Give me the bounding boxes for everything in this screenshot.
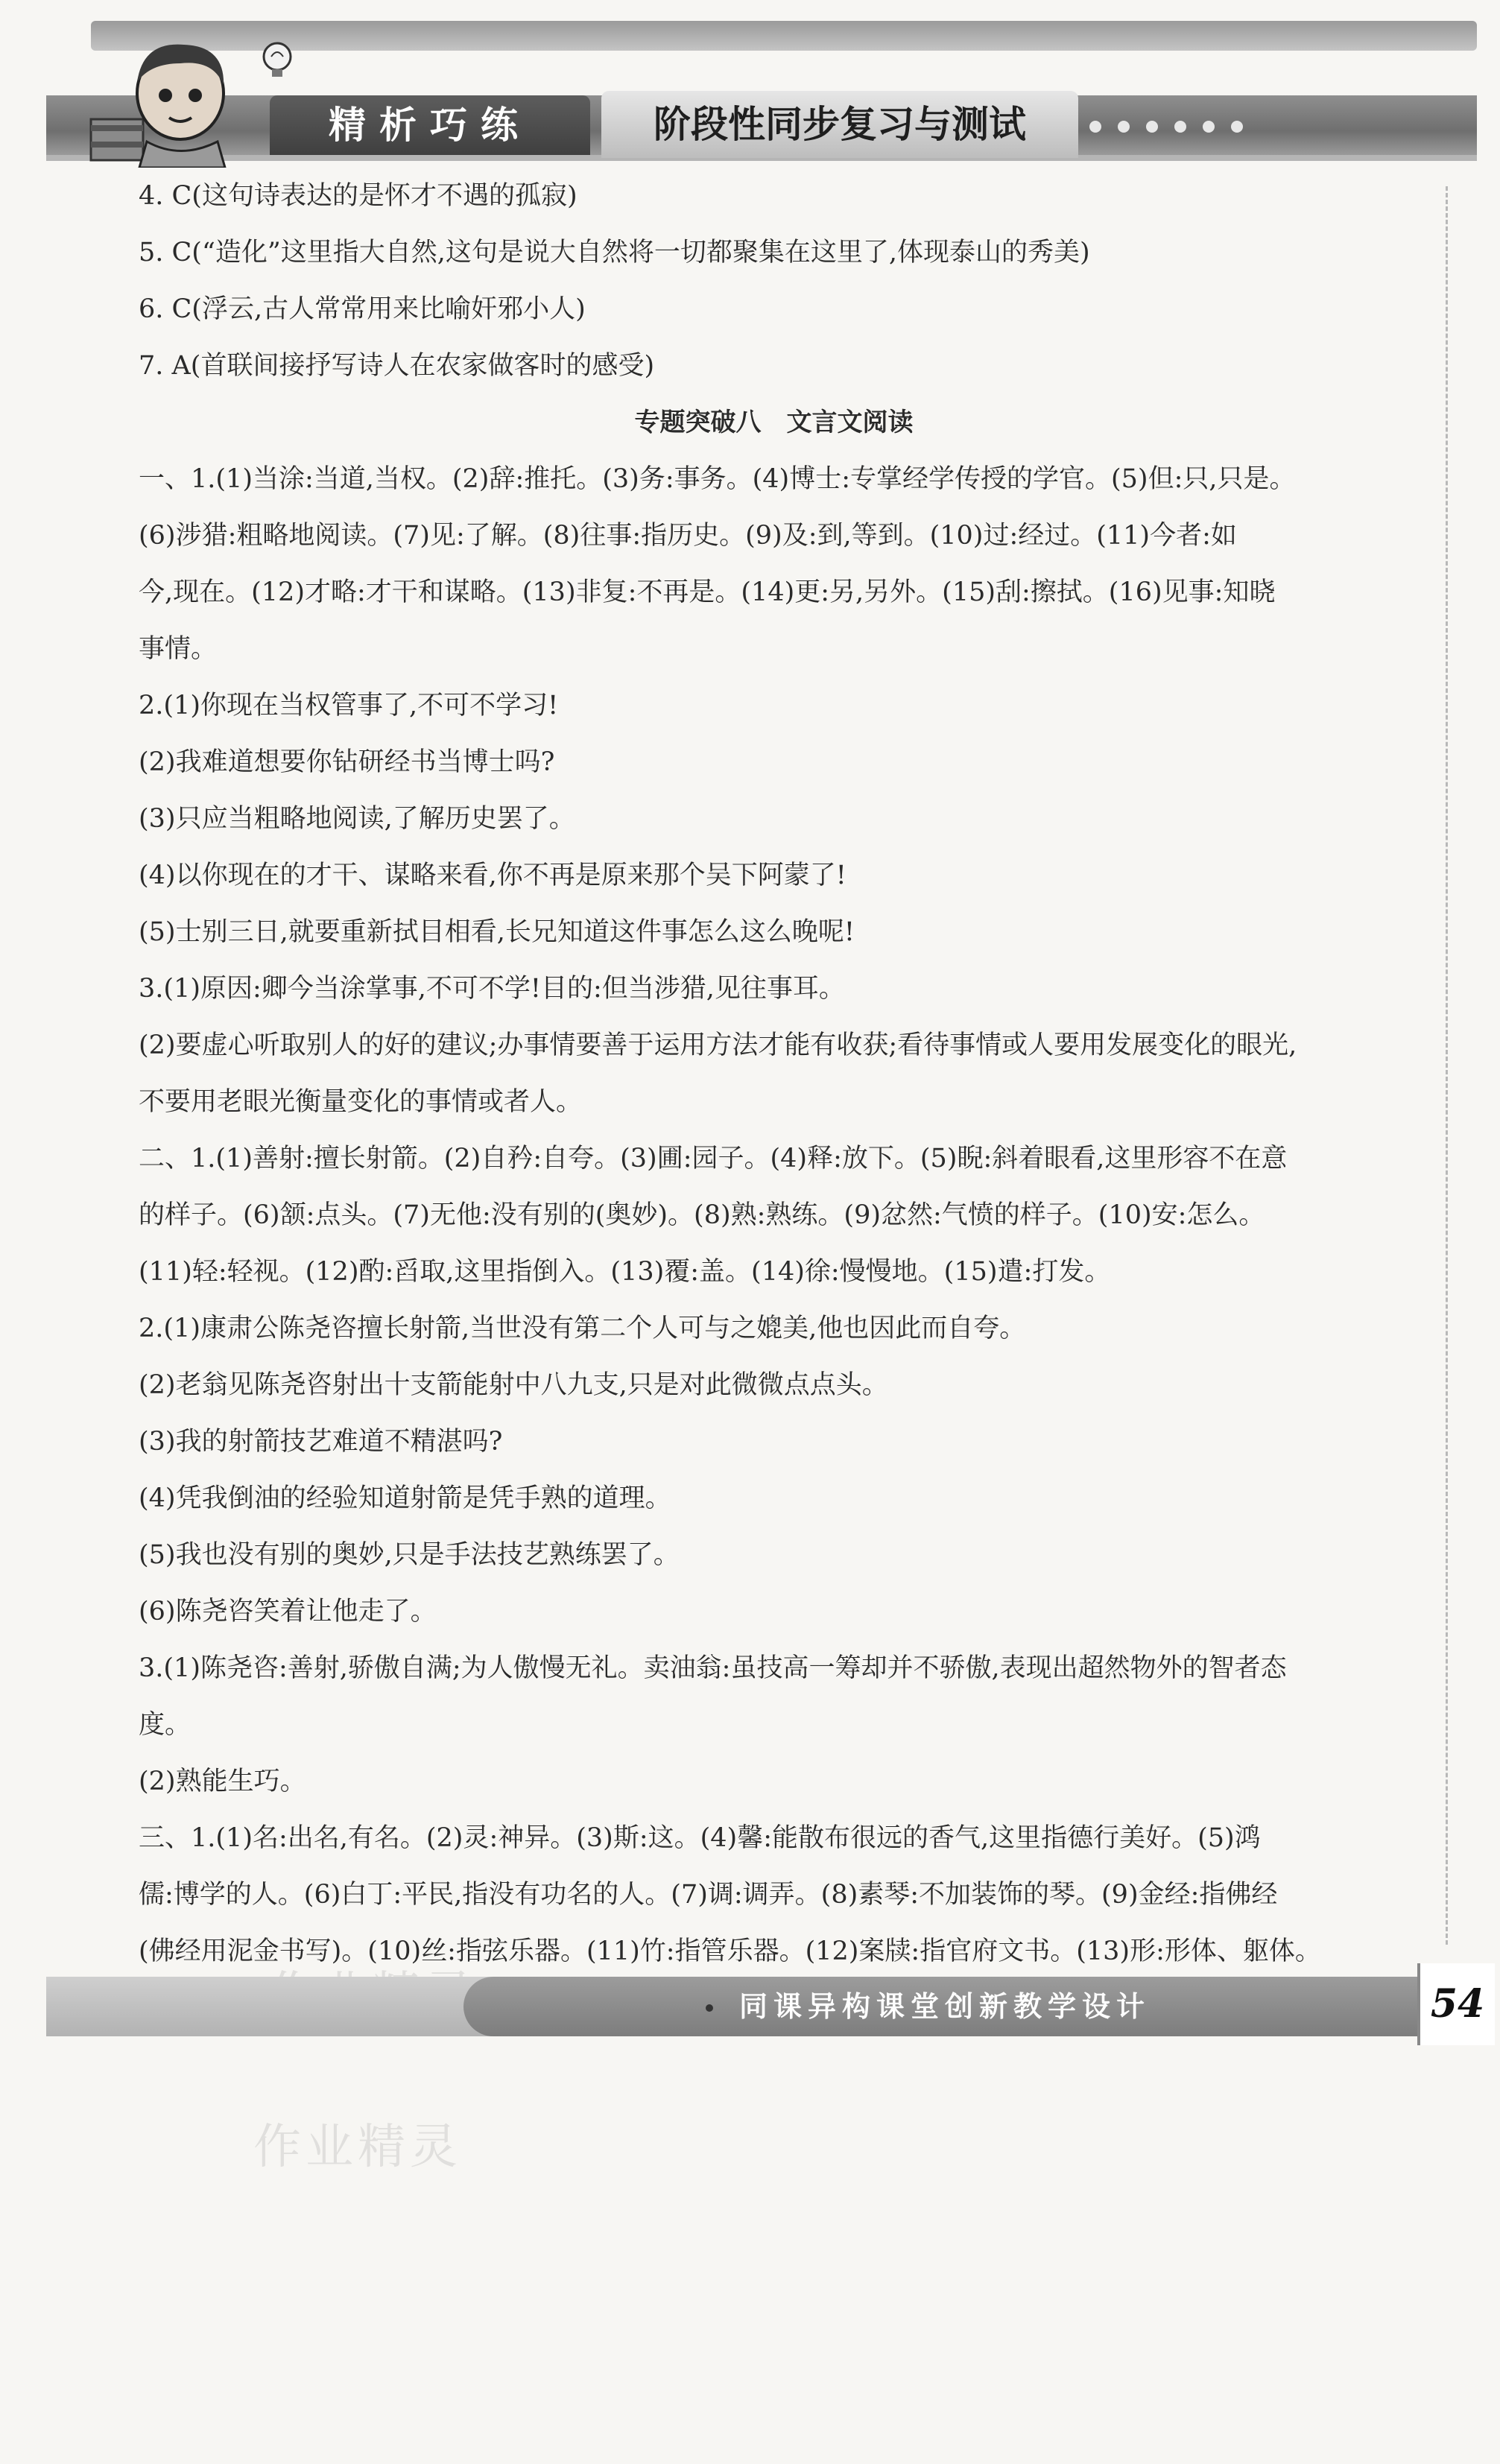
student-mascot-icon <box>76 30 255 168</box>
text-line: 儒:博学的人。(6)白丁:平民,指没有功名的人。(7)调:调弄。(8)素琴:不加装饰的琴。(9)金经:指佛经 <box>139 1880 1278 1910</box>
text-line: 6. C(浮云,古人常常用来比喻奸邪小人) <box>139 294 586 324</box>
text-line: 4. C(这句诗表达的是怀才不遇的孤寂) <box>139 181 577 211</box>
text-line: (2)我难道想要你钻研经书当博士吗? <box>139 747 555 777</box>
text-line: (6)陈尧咨笑着让他走了。 <box>139 1597 437 1627</box>
text-line: (佛经用泥金书写)。(10)丝:指弦乐器。(11)竹:指管乐器。(12)案牍:指官府文书。(13)形:形体、躯体。 <box>139 1936 1321 1966</box>
margin-rule <box>1446 186 1448 1945</box>
text-line: (3)只应当粗略地阅读,了解历史罢了。 <box>139 804 575 834</box>
text-line: 事情。 <box>139 634 218 664</box>
text-line: 2.(1)你现在当权管事了,不可不学习! <box>139 691 559 720</box>
footer-slogan: 同课异构课堂创新教学设计 <box>739 1990 1151 2023</box>
header-dots <box>1089 112 1243 142</box>
text-line: (4)以你现在的才干、谋略来看,你不再是原来那个吴下阿蒙了! <box>139 861 846 890</box>
book-title: 阶段性同步复习与测试 <box>601 91 1078 158</box>
footer-dot <box>706 2004 713 2012</box>
text-line: 三、1.(1)名:出名,有名。(2)灵:神异。(3)斯:这。(4)馨:能散布很远的香气,这里指德行美好。(5)鸿 <box>139 1823 1261 1853</box>
text-line: (2)老翁见陈尧咨射出十支箭能射中八九支,只是对此微微点点头。 <box>139 1370 888 1400</box>
text-line: (4)凭我倒油的经验知道射箭是凭手熟的道理。 <box>139 1483 671 1513</box>
text-line: (2)熟能生巧。 <box>139 1767 306 1796</box>
lightbulb-icon <box>255 37 300 82</box>
text-line: 3.(1)原因:卿今当涂掌事,不可不学!目的:但当涉猎,见往事耳。 <box>139 974 845 1004</box>
text-line: 5. C(“造化”这里指大自然,这句是说大自然将一切都聚集在这里了,体现泰山的秀美) <box>139 238 1090 267</box>
text-line: 二、1.(1)善射:擅长射箭。(2)自矜:自夸。(3)圃:园子。(4)释:放下。(5)睨:斜着眼看,这里形容不在意 <box>139 1144 1288 1174</box>
page-header <box>46 7 1477 164</box>
text-line: 2.(1)康肃公陈尧咨擅长射箭,当世没有第二个人可与之媲美,他也因此而自夸。 <box>139 1314 1026 1343</box>
answer-content <box>139 168 1409 1980</box>
text-line: 3.(1)陈尧咨:善射,骄傲自满;为人傲慢无礼。卖油翁:虽技高一筹却并不骄傲,表现出超然物外的智者态 <box>139 1653 1287 1683</box>
text-line: 的样子。(6)颔:点头。(7)无他:没有别的(奥妙)。(8)熟:熟练。(9)忿然:气愤的样子。(10)安:怎么。 <box>139 1200 1265 1230</box>
text-line: (3)我的射箭技艺难道不精湛吗? <box>139 1427 503 1457</box>
text-line: 今,现在。(12)才略:才干和谋略。(13)非复:不再是。(14)更:另,另外。(15)刮:擦拭。(16)见事:知晓 <box>139 577 1276 607</box>
text-line: (5)我也没有别的奥妙,只是手法技艺熟练罢了。 <box>139 1540 680 1570</box>
text-line: 7. A(首联间接抒写诗人在农家做客时的感受) <box>139 351 655 381</box>
page-number: 54 <box>1417 1963 1495 2045</box>
text-line: (6)涉猎:粗略地阅读。(7)见:了解。(8)往事:指历史。(9)及:到,等到。(10)过:经过。(11)今者:如 <box>139 521 1237 551</box>
text-line: 一、1.(1)当涂:当道,当权。(2)辞:推托。(3)务:事务。(4)博士:专掌经学传授的学官。(5)但:只,只是。 <box>139 464 1296 494</box>
section-title: 专题突破八 文言文阅读 <box>634 408 914 437</box>
page-footer <box>46 1963 1485 2045</box>
text-line: (2)要虚心听取别人的好的建议;办事情要善于运用方法才能有收获;看待事情或人要用发展变化的眼光, <box>139 1030 1297 1060</box>
text-line: 度。 <box>139 1710 192 1740</box>
text-line: 不要用老眼光衡量变化的事情或者人。 <box>139 1087 583 1117</box>
text-line: (5)士别三日,就要重新拭目相看,长兄知道这件事怎么这么晚呢! <box>139 917 855 947</box>
watermark: 作业精灵 <box>253 2120 462 2175</box>
text-line: (11)轻:轻视。(12)酌:舀取,这里指倒入。(13)覆:盖。(14)徐:慢慢地。(15)遣:打发。 <box>139 1257 1111 1287</box>
series-title: 精析巧练 <box>270 95 590 155</box>
